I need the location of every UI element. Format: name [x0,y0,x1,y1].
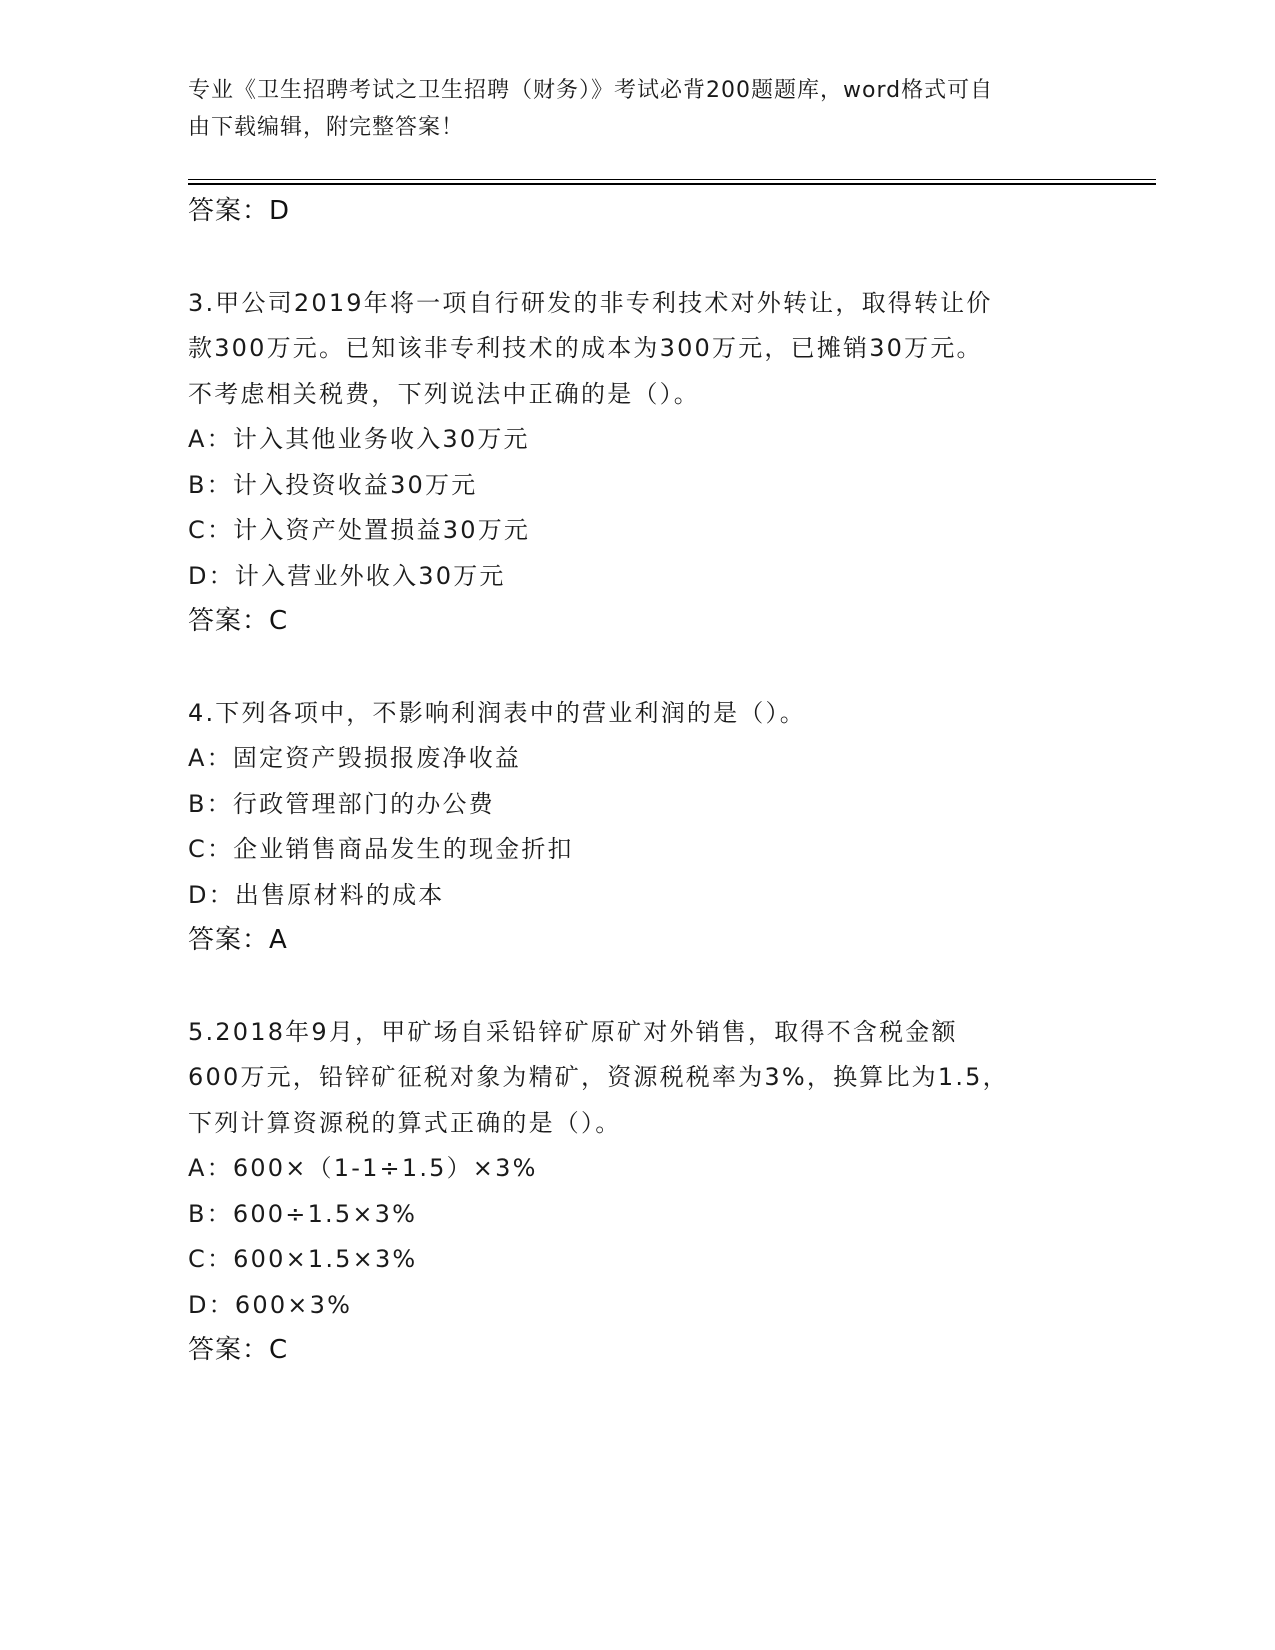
spacer [188,235,1088,281]
answer-line: 答案：C [188,1335,289,1365]
header-line-2: 由下载编辑，附完整答案！ [188,115,465,140]
question-stem-line: 下列计算资源税的算式正确的是（）。 [188,1108,622,1137]
header-rule-thin [188,179,1156,180]
answer-line: 答案：D [188,196,291,226]
option-c: C：600×1.5×3% [188,1245,418,1273]
option-c: C：计入资产处置损益30万元 [188,516,531,544]
option-d: D：计入营业外收入30万元 [188,561,506,590]
option-a: A：计入其他业务收入30万元 [188,425,530,453]
question-5 [188,1010,1088,1374]
question-stem-line: 不考虑相关税费，下列说法中正确的是（）。 [188,379,700,408]
document-header [188,72,1068,146]
question-list [188,189,1088,1374]
option-d: D：600×3% [188,1290,353,1319]
option-a: A：固定资产毁损报废净收益 [188,744,522,772]
option-b: B：行政管理部门的办公费 [188,789,495,818]
header-line-1: 专业《卫生招聘考试之卫生招聘（财务）》考试必背200题题库，word格式可自 [188,78,994,103]
question-stem-line: 款300万元。已知该非专利技术的成本为300万元，已摊销30万元。 [188,334,983,362]
question-stem-line: 5.2018年9月，甲矿场自采铅锌矿原矿对外销售，取得不含税金额 [188,1017,958,1046]
question-stem-line: 3.甲公司2019年将一项自行研发的非专利技术对外转让，取得转让价 [188,288,993,317]
answer-line: 答案：C [188,606,289,636]
question-stem-line: 4.下列各项中，不影响利润表中的营业利润的是（）。 [188,698,806,727]
question-4 [188,691,1088,964]
answer-line: 答案：A [188,925,288,955]
option-c: C：企业销售商品发生的现金折扣 [188,835,574,863]
spacer [188,964,1088,1010]
question-stem-line: 600万元，铅锌矿征税对象为精矿，资源税税率为3%，换算比为1.5， [188,1063,1009,1091]
option-a: A：600×（1-1÷1.5）×3% [188,1154,538,1182]
spacer [188,645,1088,691]
question-3 [188,281,1088,645]
header-rule-thick [188,183,1156,185]
option-d: D：出售原材料的成本 [188,880,445,909]
option-b: B：计入投资收益30万元 [188,470,478,499]
option-b: B：600÷1.5×3% [188,1199,418,1228]
